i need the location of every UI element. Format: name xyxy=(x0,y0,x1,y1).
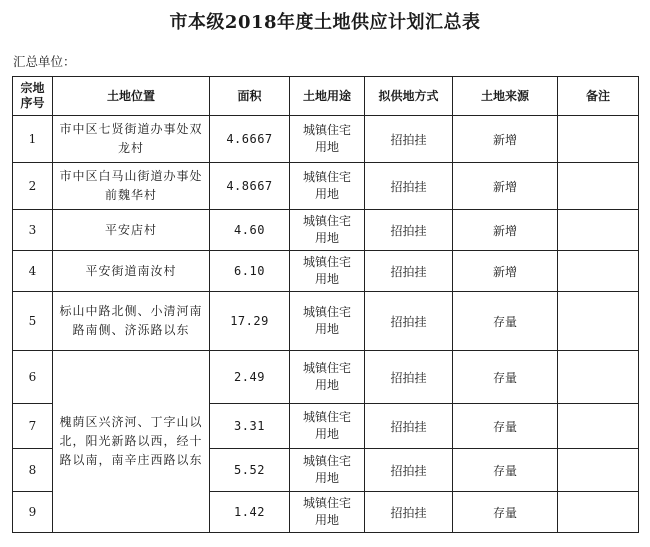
cell-no: 9 xyxy=(13,492,53,533)
cell-no: 7 xyxy=(13,404,53,449)
cell-area: 3.31 xyxy=(210,404,290,449)
cell-land-use: 城镇住宅 用地 xyxy=(290,163,365,210)
cell-land-source: 存量 xyxy=(453,292,558,351)
header-no-text: 宗地 序号 xyxy=(20,81,45,110)
cell-supply-method: 招拍挂 xyxy=(365,116,453,163)
header-land-source: 土地来源 xyxy=(453,77,558,116)
cell-supply-method: 招拍挂 xyxy=(365,163,453,210)
table-row xyxy=(13,210,639,251)
summary-unit-label: 汇总单位： xyxy=(13,54,76,69)
cell-location: 标山中路北侧、小清河南路南侧、济泺路以东 xyxy=(53,292,210,351)
cell-area: 17.29 xyxy=(210,292,290,351)
cell-remark xyxy=(558,492,639,533)
header-land-use: 土地用途 xyxy=(290,77,365,116)
cell-location: 市中区白马山街道办事处前魏华村 xyxy=(53,163,210,210)
cell-remark xyxy=(558,163,639,210)
cell-supply-method: 招拍挂 xyxy=(365,449,453,492)
cell-no: 6 xyxy=(13,351,53,404)
cell-supply-method: 招拍挂 xyxy=(365,292,453,351)
cell-land-use: 城镇住宅 用地 xyxy=(290,351,365,404)
cell-land-source: 新增 xyxy=(453,210,558,251)
cell-land-source: 存量 xyxy=(453,449,558,492)
cell-area: 6.10 xyxy=(210,251,290,292)
header-supply-method: 拟供地方式 xyxy=(365,77,453,116)
cell-no: 4 xyxy=(13,251,53,292)
table-row xyxy=(13,292,639,351)
cell-supply-method: 招拍挂 xyxy=(365,492,453,533)
cell-no: 8 xyxy=(13,449,53,492)
cell-supply-method: 招拍挂 xyxy=(365,251,453,292)
cell-land-use: 城镇住宅 用地 xyxy=(290,449,365,492)
cell-no: 2 xyxy=(13,163,53,210)
header-plot-no xyxy=(13,77,53,116)
cell-remark xyxy=(558,116,639,163)
cell-remark xyxy=(558,449,639,492)
cell-land-source: 存量 xyxy=(453,351,558,404)
cell-supply-method: 招拍挂 xyxy=(365,210,453,251)
cell-land-source: 存量 xyxy=(453,492,558,533)
cell-area: 5.52 xyxy=(210,449,290,492)
cell-location: 平安店村 xyxy=(53,210,210,251)
page-title: 市本级2018年度土地供应计划汇总表 xyxy=(169,12,481,33)
table-row xyxy=(13,251,639,292)
cell-land-use: 城镇住宅 用地 xyxy=(290,116,365,163)
header-remark: 备注 xyxy=(558,77,639,116)
cell-area: 4.60 xyxy=(210,210,290,251)
cell-area: 4.6667 xyxy=(210,116,290,163)
cell-land-use: 城镇住宅 用地 xyxy=(290,210,365,251)
cell-land-use: 城镇住宅 用地 xyxy=(290,404,365,449)
cell-remark xyxy=(558,404,639,449)
header-area: 面积 xyxy=(210,77,290,116)
cell-location-merged: 槐荫区兴济河、丁字山以北，阳光新路以西，经十路以南，南辛庄西路以东 xyxy=(53,351,210,533)
table-row xyxy=(13,163,639,210)
cell-location: 市中区七贤街道办事处双龙村 xyxy=(53,116,210,163)
cell-land-use: 城镇住宅 用地 xyxy=(290,492,365,533)
cell-land-use: 城镇住宅 用地 xyxy=(290,251,365,292)
cell-land-use: 城镇住宅 用地 xyxy=(290,292,365,351)
table-row xyxy=(13,351,639,404)
cell-land-source: 新增 xyxy=(453,251,558,292)
cell-land-source: 新增 xyxy=(453,163,558,210)
table-row xyxy=(13,116,639,163)
cell-supply-method: 招拍挂 xyxy=(365,404,453,449)
cell-remark xyxy=(558,292,639,351)
cell-remark xyxy=(558,251,639,292)
cell-remark xyxy=(558,210,639,251)
cell-area: 1.42 xyxy=(210,492,290,533)
header-location: 土地位置 xyxy=(53,77,210,116)
cell-no: 1 xyxy=(13,116,53,163)
land-supply-table xyxy=(12,76,639,533)
cell-remark xyxy=(558,351,639,404)
cell-area: 4.8667 xyxy=(210,163,290,210)
cell-location: 平安街道南汝村 xyxy=(53,251,210,292)
cell-area: 2.49 xyxy=(210,351,290,404)
table-header-row xyxy=(13,77,639,116)
cell-land-source: 新增 xyxy=(453,116,558,163)
cell-no: 3 xyxy=(13,210,53,251)
cell-no: 5 xyxy=(13,292,53,351)
cell-supply-method: 招拍挂 xyxy=(365,351,453,404)
cell-land-source: 存量 xyxy=(453,404,558,449)
